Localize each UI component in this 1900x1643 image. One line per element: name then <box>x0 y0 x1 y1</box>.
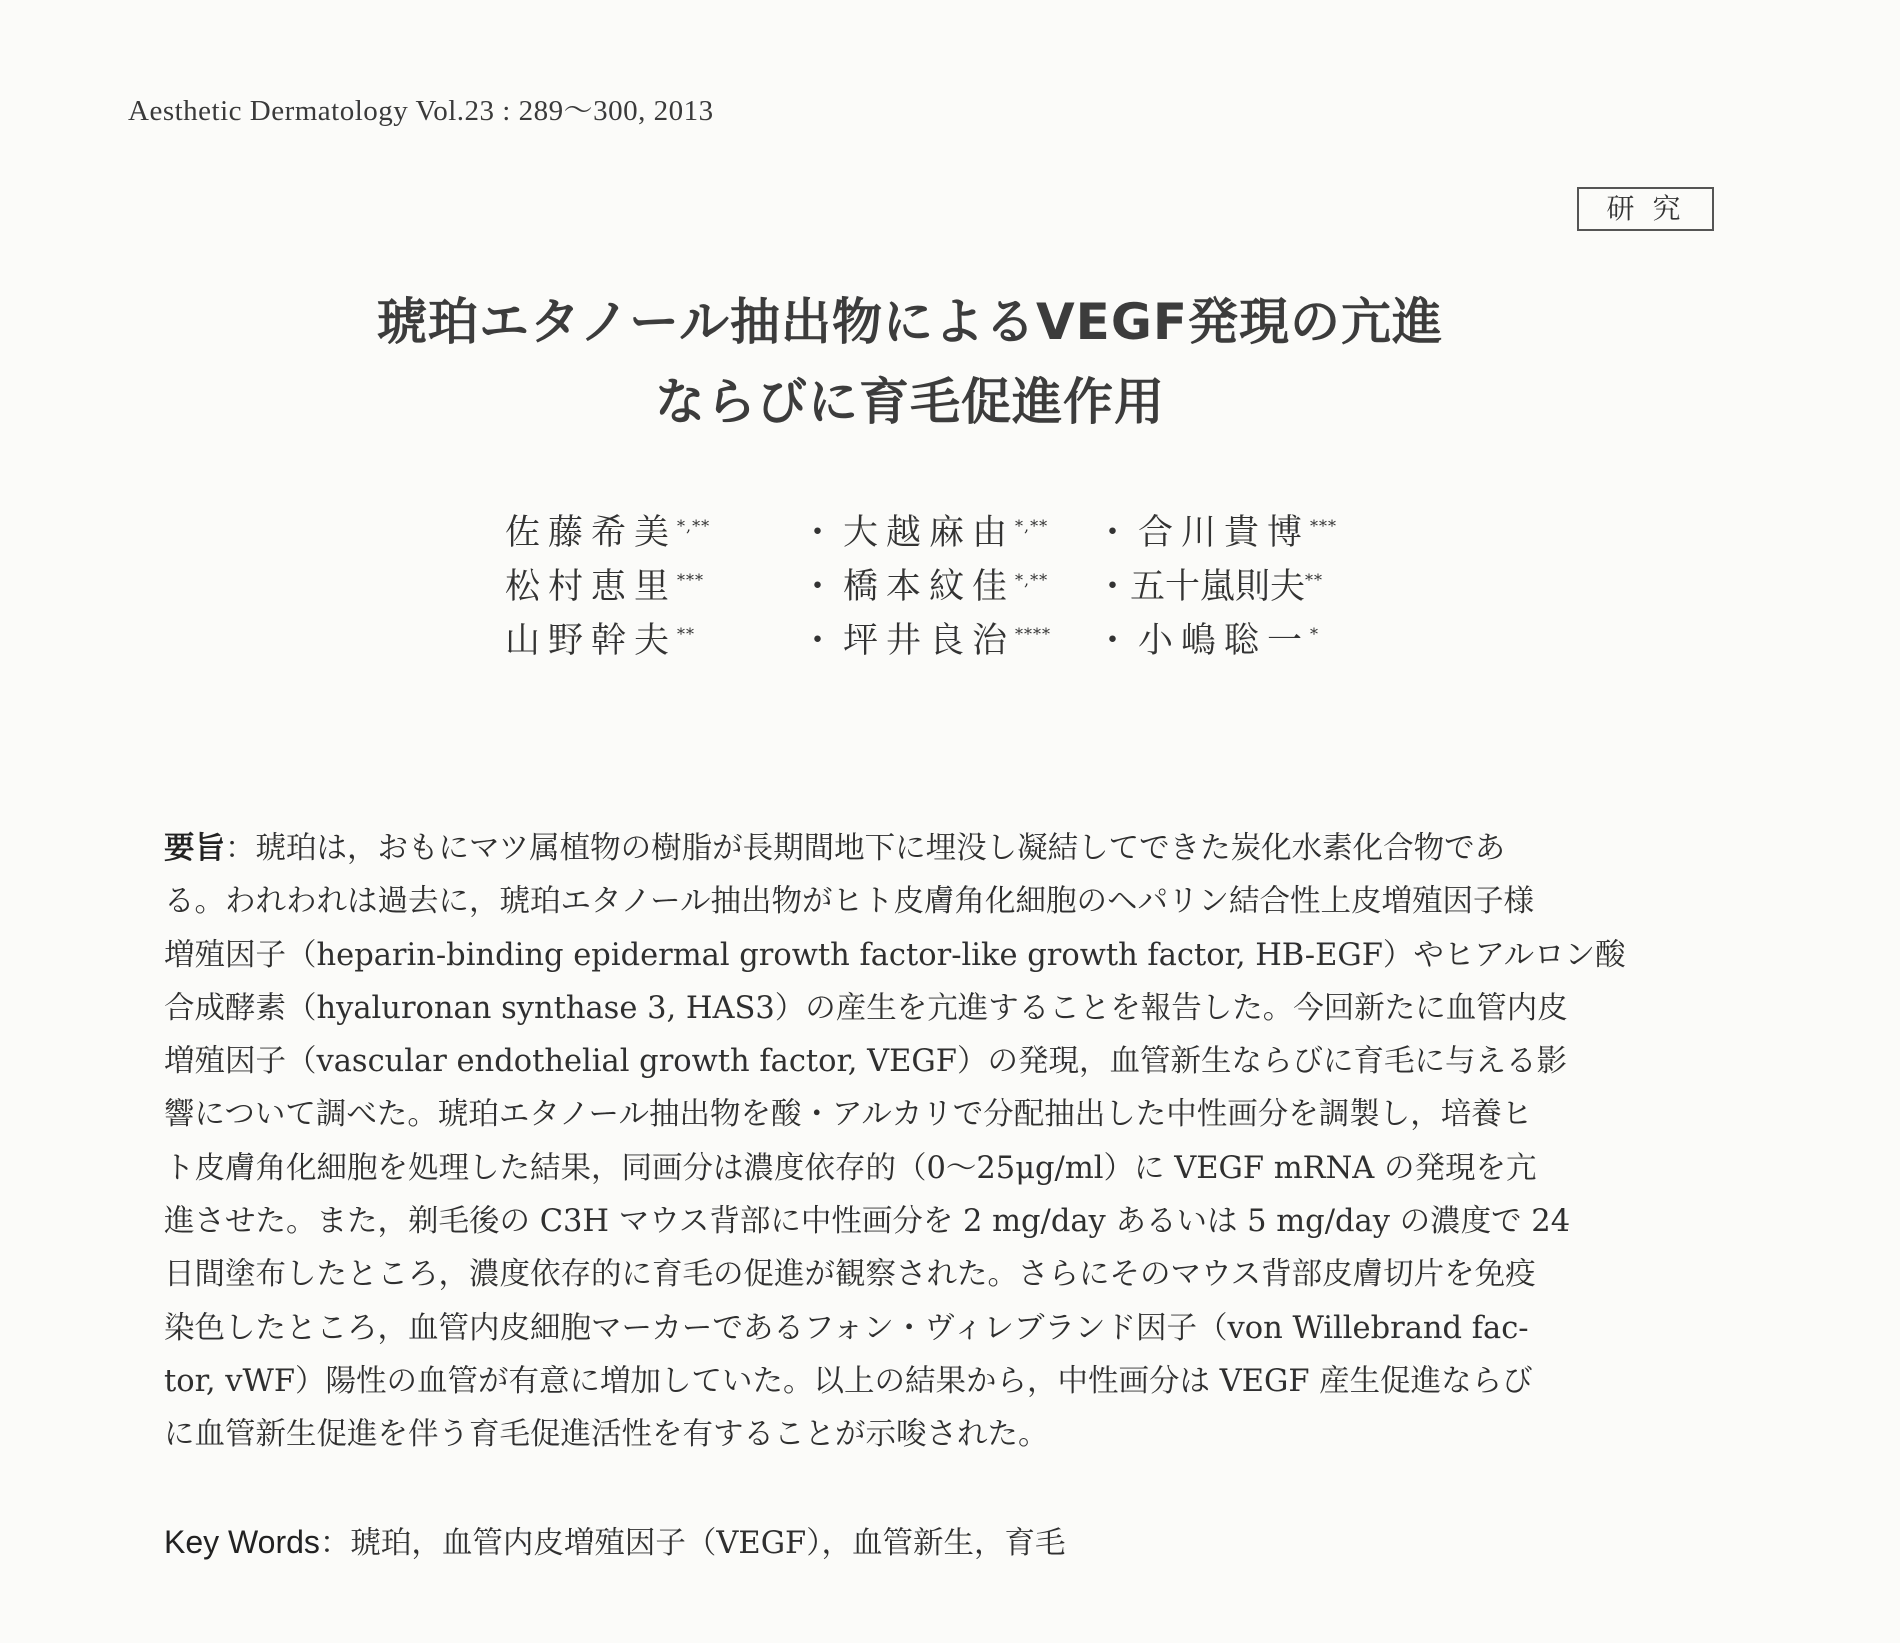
author: 山野幹夫** <box>505 621 696 661</box>
author: ・五十嵐則夫** <box>1095 567 1324 607</box>
author-row-1 <box>505 505 1390 559</box>
abstract-line: に血管新生促進を伴う育毛促進活性を有することが示唆された。 <box>164 1417 1049 1453</box>
journal-header: Aesthetic Dermatology Vol.23 : 289～300, 2013 <box>128 95 714 127</box>
author-row-3 <box>505 613 1390 667</box>
author-list <box>505 505 1390 667</box>
abstract-line: 増殖因子（heparin-binding epidermal growth factor-like growth factor, HB-EGF）やヒアルロン酸 <box>164 937 1626 973</box>
author: ・大越麻由*,** <box>800 513 1049 553</box>
author: ・橋本紋佳*,** <box>800 567 1049 607</box>
abstract <box>164 822 1682 1462</box>
abstract-line: 進させた。また，剃毛後の C3H マウス背部に中性画分を 2 mg/day あるいは 5 mg/day の濃度で 24 <box>164 1204 1571 1240</box>
abstract-line: る。われわれは過去に，琥珀エタノール抽出物がヒト皮膚角化細胞のヘパリン結合性上皮増殖因子様 <box>164 884 1535 920</box>
abstract-line: 増殖因子（vascular endothelial growth factor, VEGF）の発現，血管新生ならびに育毛に与える影 <box>164 1044 1567 1080</box>
abstract-line: 染色したところ，血管内皮細胞マーカーであるフォン・ヴィレブランド因子（von Willebrand fac- <box>164 1310 1529 1346</box>
article-title <box>150 282 1670 442</box>
title-line-1: 琥珀エタノール抽出物によるVEGF発現の亢進 <box>376 293 1444 351</box>
abstract-line: 響について調べた。琥珀エタノール抽出物を酸・アルカリで分配抽出した中性画分を調製し，培養ヒ <box>164 1097 1533 1133</box>
author: 松村恵里*** <box>505 567 705 607</box>
author: ・合川貴博*** <box>1095 513 1338 553</box>
keywords <box>164 1518 1065 1562</box>
author: ・小嶋聡一* <box>1095 621 1320 661</box>
abstract-label: 要旨 <box>164 831 225 866</box>
article-category-badge: 研究 <box>1577 187 1714 231</box>
author: 佐藤希美*,** <box>505 513 711 553</box>
keywords-label: Key Words <box>164 1524 320 1560</box>
abstract-line: ト皮膚角化細胞を処理した結果，同画分は濃度依存的（0～25μg/ml）に VEGF mRNA の発現を亢 <box>164 1150 1537 1186</box>
abstract-line: 日間塗布したところ，濃度依存的に育毛の促進が観察された。さらにそのマウス背部皮膚切片を免疫 <box>164 1257 1536 1293</box>
author: ・坪井良治**** <box>800 621 1052 661</box>
title-line-2: ならびに育毛促進作用 <box>655 373 1165 431</box>
abstract-line: 要旨：琥珀は，おもにマツ属植物の樹脂が長期間地下に埋没し凝結してできた炭化水素化合物であ <box>164 831 1506 866</box>
author-row-2 <box>505 559 1390 613</box>
abstract-line: tor, vWF）陽性の血管が有意に増加していた。以上の結果から，中性画分は VEGF 産生促進ならび <box>164 1363 1533 1399</box>
keywords-text: ：琥珀，血管内皮増殖因子（VEGF），血管新生，育毛 <box>319 1526 1066 1561</box>
abstract-line: 合成酵素（hyaluronan synthase 3, HAS3）の産生を亢進することを報告した。今回新たに血管内皮 <box>164 990 1568 1026</box>
